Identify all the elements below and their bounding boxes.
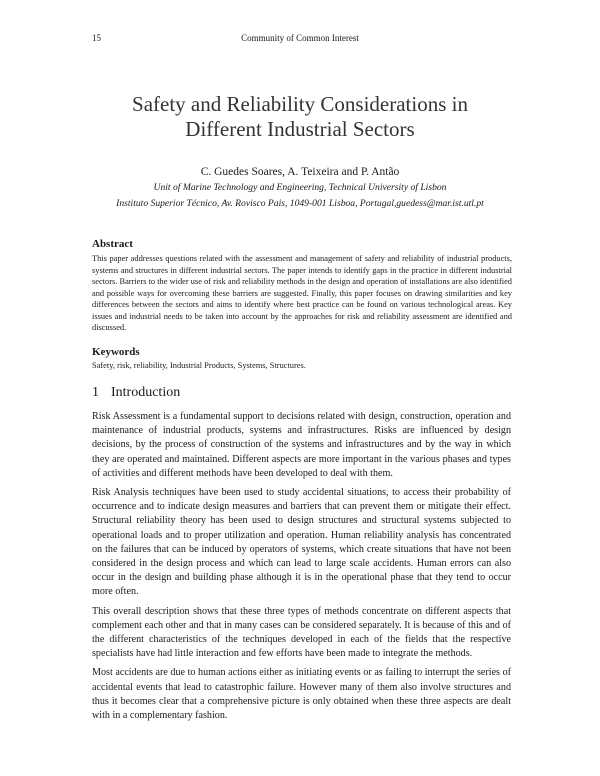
- paper-title: [60, 92, 540, 142]
- introduction-body: [92, 410, 511, 728]
- affiliation-line-2: Instituto Superior Técnico, Av. Rovisco Pais, 1049-001 Lisboa, Portugal,guedess@mar.ist.utl.pt: [116, 198, 484, 209]
- paragraph: Risk Analysis techniques have been used to study accidental situations, to access their probability of occurrence and to indicate design measures and barriers that can prevent them or mitigate their effect. Structural reliability theory has been used to design structures and structural systems subjected to operational loads and to proper utilization and operation. Human reliability analysis has concentrated on the failures that can be induced by operators of systems, which create situations that have not been considered in the design process and which can lead to large scale accidents. Human errors can also occur in the design and building phase although it is in the operational phase that they tend to occur more often.: [92, 487, 511, 598]
- section-heading-introduction: [92, 385, 180, 401]
- running-head: [92, 33, 508, 45]
- paper-title-line-1: Safety and Reliability Considerations in: [132, 92, 468, 116]
- paragraph: Most accidents are due to human actions either as initiating events or as failing to interrupt the series of accidental events that lead to catastrophic failure. However many of them also involve structures and thus it becomes clear that a comprehensive picture is only obtained when these three aspects are dealt with in a complementary fashion.: [92, 667, 511, 722]
- abstract-text: This paper addresses questions related with the assessment and management of safety and reliability of industrial products, systems and structures in different industrial sectors. The paper intends to identify gaps in the practice in different industrial sectors. Barriers to the wider use of risk and reliability methods in the design and operation of installations are also identified and possible ways for overcoming these barriers are suggested. Finally, this paper focuses on drawing similarities and key differences between the sectors and aims to identify where best practice can be found on various technological areas. Key issues and industrial needs to be taken into account by the approaches for risk and reliability assessment are identified and discussed.: [92, 254, 512, 332]
- affiliation-line-1: Unit of Marine Technology and Engineering, Technical University of Lisbon: [153, 182, 447, 193]
- author-list: C. Guedes Soares, A. Teixeira and P. Antão: [200, 166, 400, 178]
- paragraph: Risk Assessment is a fundamental support to decisions related with design, construction, operation and maintenance of industrial products, systems and infrastructures. Risks are influenced by design decisions, by the process of construction of the systems and infrastructures and by the way in which they are operated and maintained. Different aspects are more important in the various phases and types of activities and different methods have been developed to deal with them.: [92, 411, 511, 479]
- journal-name: Community of Common Interest: [241, 33, 359, 43]
- section-title: Introduction: [111, 385, 181, 400]
- keywords-text: Safety, risk, reliability, Industrial Products, Systems, Structures.: [92, 361, 306, 370]
- paragraph: This overall description shows that these three types of methods concentrate on different aspects that complement each other and that in many cases can be considered separately. It is because of this and of the different characteristics of the techniques developed in each of the fields that the respective specialists have had little interaction and few efforts have been made to integrate the methods.: [92, 605, 511, 660]
- paper-title-line-2: Different Industrial Sectors: [185, 117, 415, 141]
- keywords-heading: Keywords: [92, 346, 140, 358]
- section-number: 1: [92, 385, 99, 400]
- abstract-heading: Abstract: [92, 238, 133, 250]
- page-number: 15: [92, 33, 101, 43]
